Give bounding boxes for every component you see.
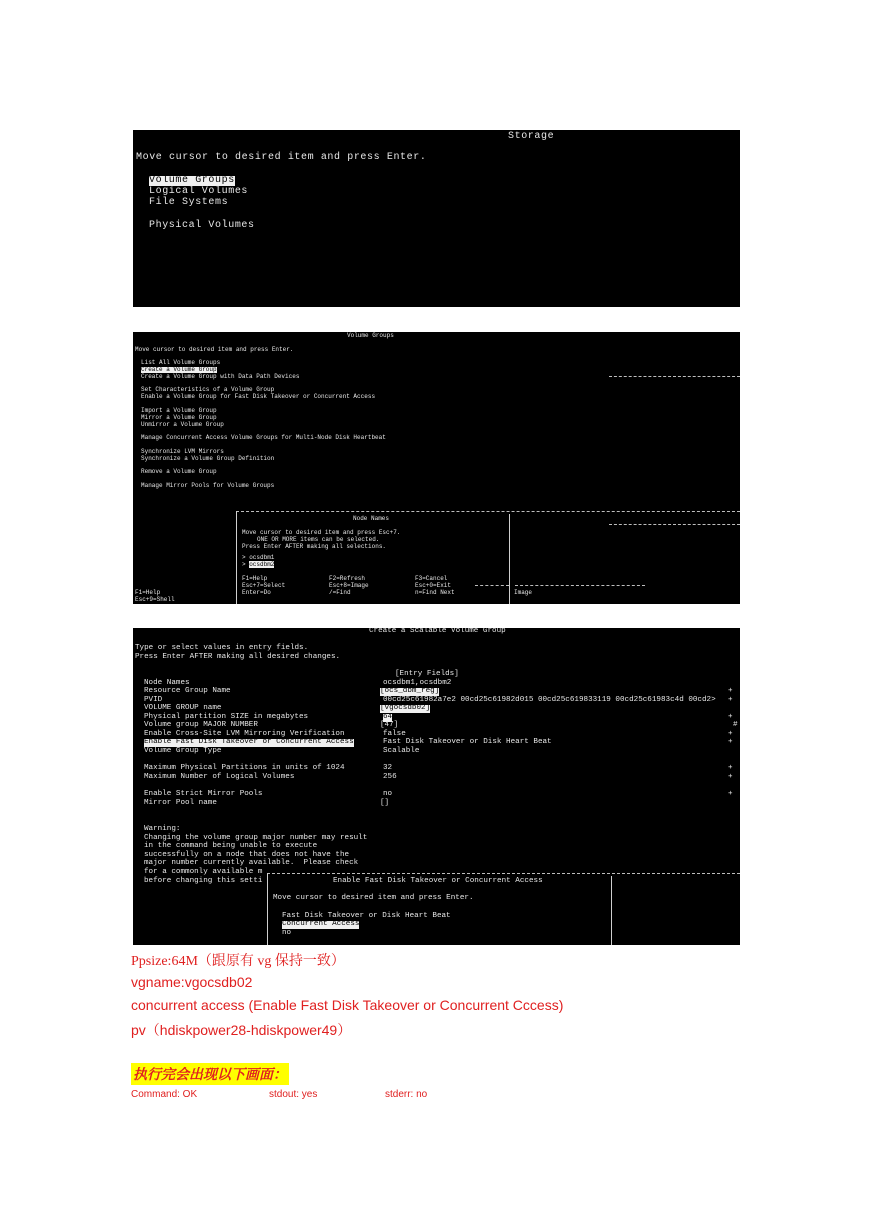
field-label: Maximum Physical Partitions in units of 1024 xyxy=(144,764,345,772)
option-concurrent-access[interactable]: Concurrent Access xyxy=(282,920,360,928)
menu-item-create-vg-dpd[interactable]: Create a Volume Group with Data Path Devices xyxy=(141,373,300,380)
key-do[interactable]: Enter=Do xyxy=(242,589,271,596)
intro-text: Press Enter AFTER making all desired changes. xyxy=(135,653,341,661)
popup-top-border xyxy=(236,511,740,512)
menu-item-logical-volumes[interactable]: Logical Volumes xyxy=(149,186,249,197)
field-value-vg-type: Scalable xyxy=(383,747,420,755)
key-find[interactable]: /=Find xyxy=(329,589,351,596)
popup-right-border xyxy=(611,876,612,945)
volume-groups-menu-screenshot xyxy=(133,332,740,604)
entry-fields-header: [Entry Fields] xyxy=(395,670,459,678)
node-option-ocsdbm1[interactable]: > ocsdbm1 xyxy=(242,554,275,561)
menu-item-manage-mirror-pools[interactable]: Manage Mirror Pools for Volume Groups xyxy=(141,482,275,489)
screen-title: Storage xyxy=(508,131,555,142)
note-concurrent-access: concurrent access (Enable Fast Disk Takeover or Concurrent Cccess) xyxy=(131,997,564,1013)
field-input-resource-group[interactable]: [ocs_dbm_reg] xyxy=(380,687,440,695)
popup-instruction: Press Enter AFTER making all selections. xyxy=(242,543,387,550)
field-value-fast-takeover[interactable]: Fast Disk Takeover or Disk Heart Beat xyxy=(383,738,552,746)
field-input-vg-name[interactable]: [vgocsdb02] xyxy=(380,704,431,712)
menu-item-physical-volumes[interactable]: Physical Volumes xyxy=(149,220,255,231)
warning-text: in the command being unable to execute xyxy=(144,842,318,850)
field-mark: + xyxy=(728,764,733,772)
key-help[interactable]: F1=Help xyxy=(242,575,268,582)
field-label: VOLUME GROUP name xyxy=(144,704,222,712)
node-name: ocsdbm2 xyxy=(249,561,275,568)
warning-text: Warning: xyxy=(144,825,181,833)
popup-instruction: Move cursor to desired item and press Esc+7. xyxy=(242,529,401,536)
storage-menu-screenshot xyxy=(133,130,740,307)
status-command: Command: OK xyxy=(131,1089,198,1100)
field-mark: + xyxy=(728,713,733,721)
key-exit[interactable]: Esc+0=Exit xyxy=(415,582,452,589)
popup-title: Node Names xyxy=(353,515,390,522)
divider xyxy=(609,524,740,525)
screen-title: Create a Scalable Volume Group xyxy=(369,628,506,635)
field-value-node-names: ocsdbm1,ocsdbm2 xyxy=(383,679,452,687)
divider xyxy=(515,585,645,586)
field-value-max-lv[interactable]: 256 xyxy=(383,773,397,781)
field-label: Volume Group Type xyxy=(144,747,222,755)
popup-instruction: ONE OR MORE items can be selected. xyxy=(257,536,380,543)
field-mark: + xyxy=(728,790,733,798)
screen-title: Volume Groups xyxy=(347,332,394,339)
field-mark: + xyxy=(728,696,733,704)
menu-item-mirror-vg[interactable]: Mirror a Volume Group xyxy=(141,414,217,421)
warning-text: Changing the volume group major number may result xyxy=(144,834,368,842)
key-help[interactable]: F1=Help xyxy=(135,589,161,596)
field-mark: + xyxy=(728,773,733,781)
warning-text: major number currently available. Please check xyxy=(144,859,359,867)
status-stdout: stdout: yes xyxy=(269,1089,318,1100)
menu-item-sync-lvm[interactable]: Synchronize LVM Mirrors xyxy=(141,448,224,455)
menu-item-remove-vg[interactable]: Remove a Volume Group xyxy=(141,468,217,475)
menu-item-list-vg[interactable]: List All Volume Groups xyxy=(141,359,221,366)
section-heading: 执行完会出现以下画面： xyxy=(131,1063,289,1085)
key-select[interactable]: Esc+7=Select xyxy=(242,582,286,589)
menu-item-manage-concurrent[interactable]: Manage Concurrent Access Volume Groups for Multi-Node Disk Heartbeat xyxy=(141,434,386,441)
field-mark: # xyxy=(733,721,738,729)
menu-item-import-vg[interactable]: Import a Volume Group xyxy=(141,407,217,414)
popup-top-border xyxy=(267,873,740,874)
key-refresh[interactable]: F2=Refresh xyxy=(329,575,366,582)
node-option-ocsdbm2[interactable] xyxy=(242,562,274,568)
field-label: Mirror Pool name xyxy=(144,799,217,807)
field-label: Enable Strict Mirror Pools xyxy=(144,790,263,798)
node-prefix: > xyxy=(242,561,250,568)
field-input-mirror-pool[interactable]: [] xyxy=(380,799,390,807)
field-label: Volume group MAJOR NUMBER xyxy=(144,721,258,729)
note-ppsize: Ppsize:64M（跟原有 vg 保持一致） xyxy=(131,954,345,969)
create-scalable-vg-screenshot xyxy=(133,628,740,945)
menu-prompt: Move cursor to desired item and press Enter. xyxy=(136,152,427,163)
divider xyxy=(609,376,740,377)
field-label: PVID xyxy=(144,696,163,704)
field-mark: + xyxy=(728,730,733,738)
warning-text: successfully on a node that does not have the xyxy=(144,851,350,859)
note-pv: pv（hdiskpower28-hdiskpower49） xyxy=(131,1022,352,1038)
key-shell[interactable]: Esc+9=Shell xyxy=(135,596,175,603)
menu-item-set-characteristics[interactable]: Set Characteristics of a Volume Group xyxy=(141,386,275,393)
field-label: Physical partition SIZE in megabytes xyxy=(144,713,309,721)
field-value-max-pp[interactable]: 32 xyxy=(383,764,393,772)
popup-prompt: Move cursor to desired item and press Enter. xyxy=(273,894,474,902)
field-label: Enable Cross-Site LVM Mirroring Verification xyxy=(144,730,345,738)
field-input-pp-size[interactable]: 64 xyxy=(383,713,393,721)
divider xyxy=(475,585,509,586)
menu-item-unmirror-vg[interactable]: Unmirror a Volume Group xyxy=(141,421,224,428)
warning-text: for a commonly available m xyxy=(144,868,263,876)
field-label-selected: Enable Fast Disk Takeover or Concurrent Access xyxy=(144,738,354,746)
field-label: Maximum Number of Logical Volumes xyxy=(144,773,295,781)
field-value-cross-site[interactable]: false xyxy=(383,730,406,738)
popup-title: Enable Fast Disk Takeover or Concurrent Access xyxy=(333,877,543,885)
menu-prompt: Move cursor to desired item and press Enter. xyxy=(135,346,294,353)
key-cancel[interactable]: F3=Cancel xyxy=(415,575,448,582)
field-label: Resource Group Name xyxy=(144,687,231,695)
option-no[interactable]: no xyxy=(282,929,292,937)
menu-item-sync-vg-def[interactable]: Synchronize a Volume Group Definition xyxy=(141,455,275,462)
menu-item-volume-groups[interactable]: Volume Groups xyxy=(149,175,235,186)
field-mark: + xyxy=(728,738,733,746)
field-input-major-number[interactable]: [47] xyxy=(380,721,399,729)
field-input-pvid[interactable]: 00cd25c61982a7e2 00cd25c61982d015 00cd25c619833119 00cd25c61983c4d 00cd2> xyxy=(383,696,716,704)
popup-right-border xyxy=(509,514,510,604)
menu-item-enable-fast-takeover[interactable]: Enable a Volume Group for Fast Disk Takeover or Concurrent Access xyxy=(141,393,376,400)
status-stderr: stderr: no xyxy=(385,1089,428,1100)
intro-text: Type or select values in entry fields. xyxy=(135,644,309,652)
field-label: Node Names xyxy=(144,679,190,687)
key-image[interactable]: Image xyxy=(514,589,533,596)
key-image[interactable]: Esc+8=Image xyxy=(329,582,369,589)
menu-item-create-vg[interactable]: Create a Volume Group xyxy=(141,366,217,373)
option-fast-disk-takeover[interactable]: Fast Disk Takeover or Disk Heart Beat xyxy=(282,912,451,920)
field-value-strict-mirror[interactable]: no xyxy=(383,790,393,798)
menu-item-file-systems[interactable]: File Systems xyxy=(149,197,229,208)
popup-left-border xyxy=(236,511,237,604)
key-find-next[interactable]: n=Find Next xyxy=(415,589,455,596)
field-mark: + xyxy=(728,687,733,695)
note-vgname: vgname:vgocsdb02 xyxy=(131,974,253,990)
warning-text: before changing this setti xyxy=(144,877,263,885)
popup-left-border xyxy=(267,873,268,945)
